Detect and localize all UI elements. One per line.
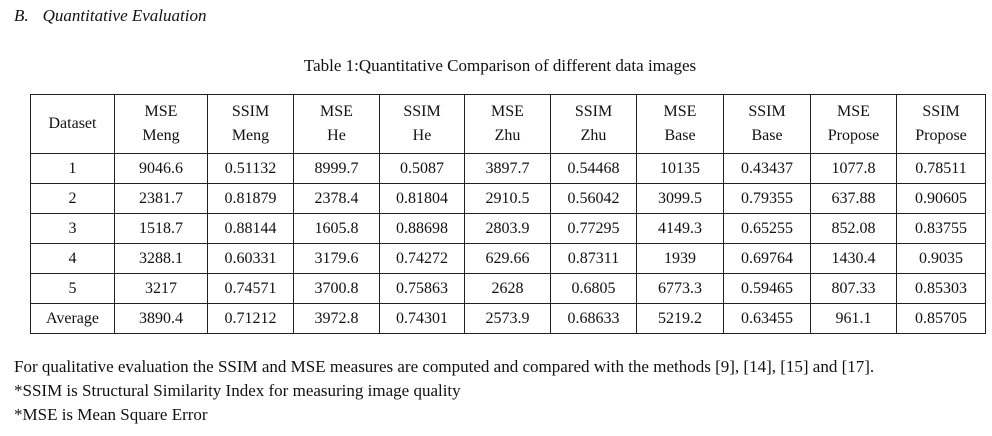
- table-cell: 807.33: [811, 274, 897, 304]
- table-cell: 2381.7: [115, 184, 208, 214]
- table-cell: 0.60331: [208, 244, 294, 274]
- header-col-3: [294, 95, 380, 154]
- table-cell: 0.79355: [724, 184, 811, 214]
- table-cell: 4149.3: [637, 214, 724, 244]
- row-label: 3: [31, 214, 115, 244]
- table-cell: 0.59465: [724, 274, 811, 304]
- header-col-6: [551, 95, 637, 154]
- table-cell: 3700.8: [294, 274, 380, 304]
- header-metric: MSE: [491, 103, 524, 120]
- table-cell: 0.81879: [208, 184, 294, 214]
- header-method: Zhu: [580, 127, 607, 144]
- header-method: He: [412, 127, 432, 144]
- header-method: Meng: [231, 127, 270, 144]
- table-cell: 2910.5: [465, 184, 551, 214]
- table-cell: 0.81804: [380, 184, 465, 214]
- header-dataset: Dataset: [31, 95, 115, 154]
- header-metric: MSE: [837, 103, 870, 120]
- table-cell: 0.83755: [897, 214, 986, 244]
- header-metric: SSIM: [231, 103, 270, 120]
- table-cell: 2803.9: [465, 214, 551, 244]
- header-metric: SSIM: [403, 103, 441, 120]
- table-cell: 852.08: [811, 214, 897, 244]
- table-row-average: [31, 304, 986, 334]
- table-row: [31, 214, 986, 244]
- table-cell: 0.74272: [380, 244, 465, 274]
- table-cell: 0.5087: [380, 154, 465, 184]
- table-cell: 9046.6: [115, 154, 208, 184]
- table-cell: 3972.8: [294, 304, 380, 334]
- table-cell: 0.54468: [551, 154, 637, 184]
- row-label: 2: [31, 184, 115, 214]
- table-row: [31, 184, 986, 214]
- table-cell: 3890.4: [115, 304, 208, 334]
- header-method: Propose: [915, 127, 967, 144]
- header-col-8: [724, 95, 811, 154]
- table-cell: 2378.4: [294, 184, 380, 214]
- header-col-2: [208, 95, 294, 154]
- header-col-9: [811, 95, 897, 154]
- row-label: 1: [31, 154, 115, 184]
- table-caption: [0, 56, 992, 76]
- section-number: B.: [14, 6, 29, 25]
- table-body: [31, 154, 986, 334]
- header-method: Base: [664, 127, 696, 144]
- table-cell: 0.74301: [380, 304, 465, 334]
- section-title: Quantitative Evaluation: [42, 6, 207, 25]
- section-heading: [14, 6, 206, 26]
- table-cell: 3288.1: [115, 244, 208, 274]
- header-col-1: [115, 95, 208, 154]
- table-cell: 1605.8: [294, 214, 380, 244]
- ssim-footnote: *SSIM is Structural Similarity Index for measuring image quality: [14, 381, 461, 400]
- table-row: [31, 244, 986, 274]
- row-label: 4: [31, 244, 115, 274]
- table-cell: 0.78511: [897, 154, 986, 184]
- table-cell: 6773.3: [637, 274, 724, 304]
- table-cell: 8999.7: [294, 154, 380, 184]
- table-caption-text: Table 1:Quantitative Comparison of different data images: [303, 56, 697, 75]
- table-cell: 10135: [637, 154, 724, 184]
- header-col-10: [897, 95, 986, 154]
- table-cell: 629.66: [465, 244, 551, 274]
- table-cell: 2628: [465, 274, 551, 304]
- table-cell: 0.9035: [897, 244, 986, 274]
- table-cell: 0.75863: [380, 274, 465, 304]
- table-cell: 0.71212: [208, 304, 294, 334]
- table-cell: 1939: [637, 244, 724, 274]
- table-cell: 2573.9: [465, 304, 551, 334]
- table-cell: 0.69764: [724, 244, 811, 274]
- mse-footnote: *MSE is Mean Square Error: [14, 405, 208, 424]
- header-metric: MSE: [320, 103, 353, 120]
- header-metric: MSE: [663, 103, 697, 120]
- header-metric: SSIM: [922, 103, 960, 120]
- table-cell: 0.88144: [208, 214, 294, 244]
- row-label: Average: [31, 304, 115, 334]
- table-cell: 1430.4: [811, 244, 897, 274]
- table-header: [31, 95, 986, 154]
- table-cell: 0.65255: [724, 214, 811, 244]
- table-row: [31, 154, 986, 184]
- table-cell: 0.87311: [551, 244, 637, 274]
- header-row: [31, 95, 986, 154]
- header-method: Zhu: [494, 127, 521, 144]
- header-col-5: [465, 95, 551, 154]
- header-method: Base: [751, 127, 783, 144]
- table-cell: 5219.2: [637, 304, 724, 334]
- header-metric: SSIM: [748, 103, 786, 120]
- evaluation-note: For qualitative evaluation the SSIM and MSE measures are computed and compared with the methods [9], [14], [15] and [17].: [14, 357, 875, 376]
- table-cell: 3179.6: [294, 244, 380, 274]
- header-metric: MSE: [144, 103, 178, 120]
- notes-block: [14, 355, 874, 427]
- table-cell: 0.6805: [551, 274, 637, 304]
- table-cell: 1518.7: [115, 214, 208, 244]
- table-cell: 3099.5: [637, 184, 724, 214]
- table-cell: 0.63455: [724, 304, 811, 334]
- table-cell: 0.51132: [208, 154, 294, 184]
- table-cell: 0.68633: [551, 304, 637, 334]
- table-cell: 0.56042: [551, 184, 637, 214]
- header-metric: SSIM: [574, 103, 613, 120]
- table-row: [31, 274, 986, 304]
- table-cell: 0.43437: [724, 154, 811, 184]
- table-cell: 0.85303: [897, 274, 986, 304]
- table-cell: 637.88: [811, 184, 897, 214]
- comparison-table: [30, 94, 986, 334]
- header-method: Meng: [142, 127, 180, 144]
- table-cell: 0.88698: [380, 214, 465, 244]
- header-method: He: [327, 127, 346, 144]
- table-cell: 1077.8: [811, 154, 897, 184]
- header-col-7: [637, 95, 724, 154]
- table-cell: 961.1: [811, 304, 897, 334]
- table-cell: 0.77295: [551, 214, 637, 244]
- table-cell: 3217: [115, 274, 208, 304]
- table-cell: 3897.7: [465, 154, 551, 184]
- header-method: Propose: [827, 127, 880, 144]
- header-col-4: [380, 95, 465, 154]
- table-cell: 0.74571: [208, 274, 294, 304]
- table-cell: 0.90605: [897, 184, 986, 214]
- row-label: 5: [31, 274, 115, 304]
- table-cell: 0.85705: [897, 304, 986, 334]
